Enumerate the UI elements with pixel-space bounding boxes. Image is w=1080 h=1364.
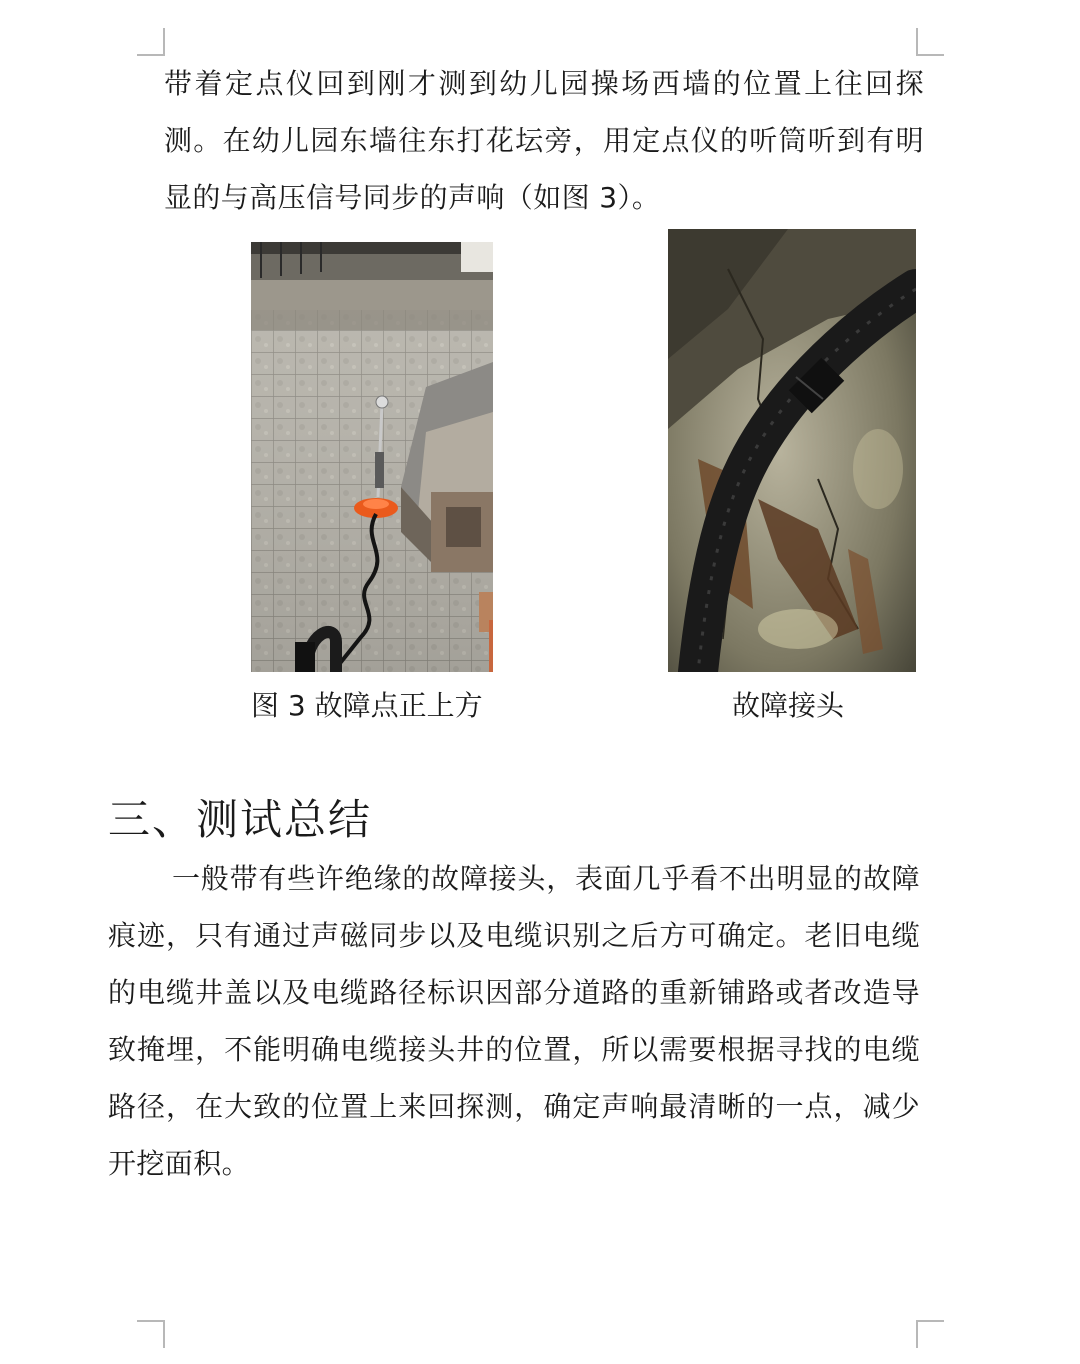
intro-paragraph: 带着定点仪回到刚才测到幼儿园操场西墙的位置上往回探测。在幼儿园东墙往东打花坛旁，用定点仪的听筒听到有明显的与高压信号同步的声响（如图 3）。 [164, 67, 924, 214]
figure-caption-1: 图 3 故障点正上方 [251, 689, 483, 722]
page-corner-mark-bottom-left [137, 1320, 165, 1348]
section-heading: 三、测试总结 [108, 795, 373, 844]
photo-faulty-joint [668, 229, 916, 672]
photo-fault-point-above [251, 242, 493, 672]
page-corner-mark-top-left [137, 28, 165, 56]
summary-paragraph: 一般带有些许绝缘的故障接头，表面几乎看不出明显的故障痕迹，只有通过声磁同步以及电缆识别之后方可确定。老旧电缆的电缆井盖以及电缆路径标识因部分道路的重新铺路或者改造导致掩埋，不能明确电缆接头井的位置，所以需要根据寻找的电缆路径，在大致的位置上来回探测，确定声响最清晰的一点，减少开挖面积。 [108, 862, 920, 1180]
figure-caption-2: 故障接头 [732, 689, 845, 722]
page-corner-mark-bottom-right [916, 1320, 944, 1348]
page-corner-mark-top-right [916, 28, 944, 56]
